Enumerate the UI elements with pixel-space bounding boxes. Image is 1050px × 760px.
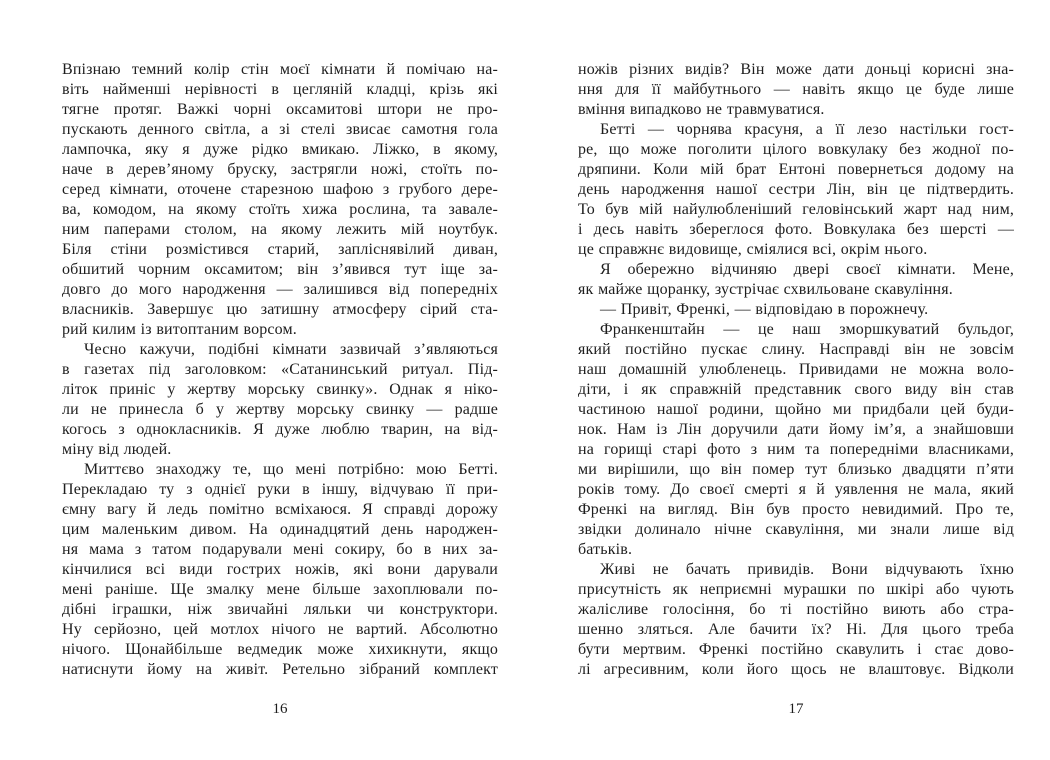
text-line: ножів різних видів? Він може дати доньці корисні зна- [578,61,1014,78]
text-line: ємну вагу й ледь помітно всміхаюся. Я справді дорожу [62,501,498,518]
text-line: віть найменші нерівності в цегляній кладці, крізь які [62,81,498,98]
text-line: шенно зляться. Але бачити їх? Ні. Для цього треба [578,621,1014,638]
text-line: — Привіт, Френкі, — відповідаю в порожнечу. [600,301,929,318]
text-line: Живі не бачать привидів. Вони відчувають їхню [600,561,1014,578]
text-line: нок. Нам із Лін доручили дати йому ім’я, а знайшовши [578,421,1014,438]
text-line: ння для її майбутнього — навіть якщо це буде лише [578,81,1014,98]
text-line: ня мама з татом подарували мені сокиру, бо в них за- [62,541,498,558]
text-line: пускають денного світла, а зі стелі звисає самотня гола [62,121,498,138]
paragraph [578,60,1014,120]
text-line: і десь навіть збереглося фото. Вовкулака без шерсті — [578,221,1014,238]
text-line: ним паперами столом, на якому лежить мій ноутбук. [62,221,498,238]
text-line: наш домашній улюбленець. Привидами не можна воло- [578,361,1014,378]
text-line: Миттєво знаходжу те, що мені потрібно: мою Бетті. [84,461,498,478]
text-line: міну від людей. [62,441,172,458]
text-line: власників. Завершує цю затишну атмосферу сірий ста- [62,301,498,318]
text-line: Бетті — чорнява красуня, а її лезо настільки гост- [600,121,1014,138]
text-line: лі агресивним, коли його щось не влаштовує. Відколи [578,661,1014,678]
text-line: в газетах під заголовком: «Сатанинський ритуал. Під- [62,361,498,378]
text-line: цим маленьким дивом. На одинадцятий день народжен- [62,521,498,538]
text-line: натиснути йому на живіт. Ретельно зібраний комплект [62,661,498,678]
text-line: То був мій найулюбленіший геловінський жарт над ним, [578,201,1014,218]
text-line: мені раніше. Ще змалку мене більше захоплювали по- [62,581,498,598]
text-line: наче в дерев’яному бруску, застрягли ножі, стоїть по- [62,161,498,178]
text-line: рий килим із витоптаним ворсом. [62,321,297,338]
text-line: нічого. Щонайбільше ведмедик може хихикнути, якщо [62,641,498,658]
text-line: Ну серйозно, цей мотлох нічого не вартий. Абсолютно [62,621,498,638]
text-line: тягне протяг. Важкі чорні оксамитові штори не про- [62,101,498,118]
text-line: ре, що може поголити цілого вовкулаку без жодної по- [578,141,1014,158]
text-line: літок приніс у жертву морську свинку». Однак я ніко- [62,381,498,398]
paragraph [578,120,1014,260]
text-line: який постійно пускає слину. Насправді він не зовсім [578,341,1014,358]
page-left [62,60,498,717]
text-line: дібні іграшки, ніж звичайні ляльки чи конструктори. [62,601,498,618]
text-line: на горищі старі фото з ним та попередніми власниками, [578,441,1014,458]
text-line: обшитий чорним оксамитом; він з’явився тут іще за- [62,261,498,278]
paragraph [578,260,1014,300]
text-line: як майже щоранку, зустрічає схвильоване скавуління. [578,281,953,298]
page-number-right: 17 [788,701,804,717]
paragraph [578,560,1014,680]
text-line: це справжнє видовище, сміялися всі, окрім нього. [578,241,928,258]
text-line: Біля стіни розмістився старий, запліснявілий диван, [62,241,498,258]
page-left-text [62,60,498,680]
page-right-text [578,60,1014,680]
text-line: Френкі на вигляд. Він був просто невидимий. Про те, [578,501,1014,518]
text-line: лампочка, яку я дуже рідко вмикаю. Ліжко, в якому, [62,141,498,158]
text-line: звідки долинало нічне скавуління, ми знали лише від [578,521,1014,538]
text-line: частиною нашої родини, щойно ми придбали цей буди- [578,401,1014,418]
text-line: дряпини. Коли мій брат Ентоні повернеться додому на [578,161,1014,178]
text-line: серед кімнати, оточене старезною шафою з грубого дере- [62,181,498,198]
paragraph [578,300,1014,320]
text-line: кінчилися всі види гострих ножів, які вони дарували [62,561,498,578]
text-line: день народження нашої сестри Лін, він це підтвердить. [578,181,1014,198]
text-line: батьків. [578,541,633,558]
paragraph [578,320,1014,560]
paragraph [62,60,498,340]
text-line: років тому. До своєї смерті я й уявлення не мала, який [578,481,1014,498]
text-line: Чесно кажучи, подібні кімнати зазвичай з’являються [84,341,498,358]
text-line: бути мертвим. Френкі постійно скавулить і стає дово- [578,641,1014,658]
text-line: присутність як неприємні мурашки по шкірі або чують [578,581,1014,598]
text-line: Франкенштайн — це наш зморшкуватий бульдог, [600,321,1014,338]
paragraph [62,460,498,680]
text-line: Впізнаю темний колір стін моєї кімнати й помічаю на- [62,61,498,78]
text-line: ми вирішили, що він помер тут близько двадцяти п’яти [578,461,1014,478]
page-right [578,60,1014,717]
text-line: ли не принесла б у жертву морську свинку — радше [62,401,498,418]
text-line: жалісливе голосіння, бо ті постійно виють або стра- [578,601,1014,618]
text-line: вміння випадково не травмуватися. [578,101,825,118]
text-line: Я обережно відчиняю двері своєї кімнати. Мене, [600,261,1014,278]
page-number-left: 16 [272,701,288,717]
text-line: ва, комодом, на якому стоїть хижа рослина, та завале- [62,201,498,218]
text-line: когось з однокласників. Я дуже люблю тварин, на від- [62,421,498,438]
paragraph [62,340,498,460]
text-line: діти, і як справжній представник свого виду він став [578,381,1014,398]
text-line: Перекладаю ту з однієї руки в іншу, відчуваю її при- [62,481,498,498]
text-line: довго до мого народження — залишився від попередніх [62,281,498,298]
